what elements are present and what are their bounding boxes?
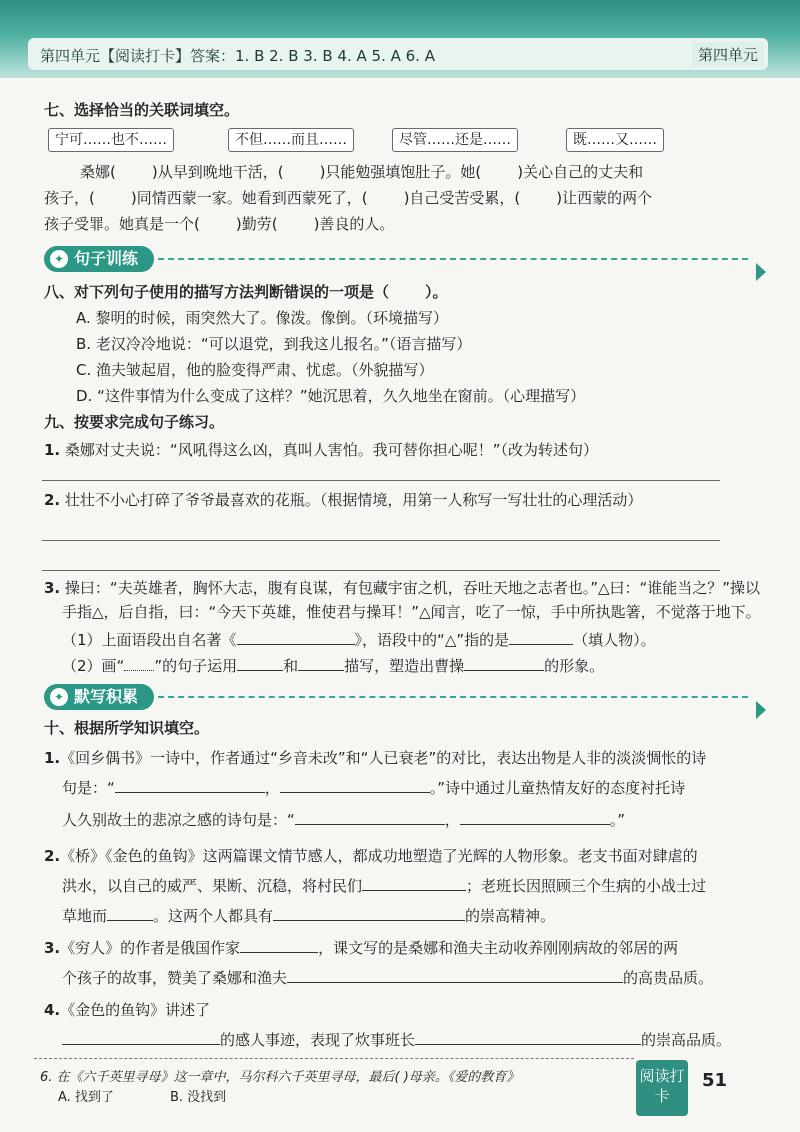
q10-item-4-line-1: 4.《金色的鱼钩》讲述了 — [44, 1001, 211, 1019]
footer-option-b: B. 没找到 — [170, 1090, 227, 1105]
q10-item-4-line-2: 的感人事迹，表现了炊事班长 的崇高品质。 — [62, 1030, 731, 1050]
answer-line[interactable] — [42, 540, 720, 541]
q10-item-1-line-3: 人久别故土的悲凉之感的诗句是：“ ， 。” — [62, 811, 626, 829]
q7-line-2: 孩子，( )同情西蒙一家。她看到西蒙死了，( )自己受苦受累，( )让西蒙的两个 — [44, 189, 653, 207]
divider — [158, 696, 748, 698]
q10-title: 十、根据所学知识填空。 — [44, 719, 210, 737]
footer-divider — [34, 1058, 634, 1059]
conjunction-option: 不但……而且…… — [228, 128, 354, 152]
q9-item-3-line-1: 3. 操曰：“夫英雄者，胸怀大志，腹有良谋，有包藏宇宙之机，吞吐天地之志者也。”△曰：“谁能当之？”操以 — [44, 579, 761, 597]
q7-line-3: 孩子受罪。她真是一个( )勤劳( )善良的人。 — [44, 215, 395, 233]
conjunction-option: 尽管……还是…… — [392, 128, 518, 152]
answer-key-line: 第四单元【阅读打卡】答案：1. B 2. B 3. B 4. A 5. A 6. A — [40, 47, 435, 65]
answer-line[interactable] — [42, 480, 720, 481]
unit-tag: 第四单元 — [692, 42, 764, 67]
q10-item-2-line-1: 2.《桥》《金色的鱼钩》这两篇课文情节感人，都成功地塑造了光辉的人物形象。老支书面对肆虐的 — [44, 847, 698, 865]
q8-title: 八、对下列句子使用的描写方法判断错误的一项是（ ）。 — [44, 283, 448, 301]
lightbulb-icon: ✦ — [50, 250, 68, 268]
q9-item-3-part-1: （1）上面语段出自名著《 》，语段中的“△”指的是 （填人物）。 — [62, 631, 656, 649]
q10-item-2-line-3: 草地而 。这两个人都具有 的崇高精神。 — [62, 907, 556, 925]
q8-option-c: C. 渔夫皱起眉，他的脸变得严肃、忧虑。（外貌描写） — [76, 361, 434, 379]
footer-option-a: A. 找到了 — [58, 1090, 114, 1105]
answer-line[interactable] — [42, 570, 720, 571]
q10-item-3-line-2: 个孩子的故事，赞美了桑娜和渔夫 的高贵品质。 — [62, 969, 714, 987]
lightbulb-icon: ✦ — [50, 688, 68, 706]
footer-question: 6. 在《六千英里寻母》这一章中，马尔科六千英里寻母，最后( )母亲。《爱的教育》 — [40, 1070, 520, 1085]
section-dictation — [44, 684, 724, 710]
q10-item-3-line-1: 3.《穷人》的作者是俄国作家 ，课文写的是桑娜和渔夫主动收养刚刚病故的邻居的两 — [44, 939, 679, 957]
q8-option-d: D. “这件事情为什么变成了这样？”她沉思着，久久地坐在窗前。（心理描写） — [76, 387, 586, 405]
arrow-icon — [756, 701, 766, 719]
q10-item-2-line-2: 洪水，以自己的威严、果断、沉稳，将村民们 ；老班长因照顾三个生病的小战士过 — [62, 877, 707, 895]
arrow-icon — [756, 263, 766, 281]
q9-item-3-line-2: 手指△，后自指，曰：“今天下英雄，惟使君与操耳！”△闻言，吃了一惊，手中所执匙箸，不觉落于地下。 — [62, 603, 761, 621]
section-pill: ✦ 句子训练 — [44, 246, 154, 272]
conjunction-option: 宁可……也不…… — [48, 128, 174, 152]
q9-item-2: 2. 壮壮不小心打碎了爷爷最喜欢的花瓶。（根据情境，用第一人称写一写壮壮的心理活动） — [44, 491, 643, 509]
q7-line-1: 桑娜( )从早到晚地干活，( )只能勉强填饱肚子。她( )关心自己的丈夫和 — [80, 163, 644, 181]
q7-title: 七、选择恰当的关联词填空。 — [44, 101, 240, 119]
q10-item-1-line-1: 1.《回乡偶书》一诗中，作者通过“乡音未改”和“人已衰老”的对比，表达出物是人非的淡淡惆怅的诗 — [44, 749, 707, 767]
q10-item-1-line-2: 句是：“ ， 。”诗中通过儿童热情友好的态度衬托诗 — [62, 779, 686, 797]
section-pill: ✦ 默写积累 — [44, 684, 154, 710]
q8-option-b: B. 老汉冷冷地说：“可以退党，到我这儿报名。”（语言描写） — [76, 335, 472, 353]
reading-checkin-badge: 阅读打卡 — [636, 1060, 688, 1116]
q8-option-a: A. 黎明的时候，雨突然大了。像泼。像倒。（环境描写） — [76, 309, 449, 327]
section-sentence-training — [44, 246, 724, 272]
q9-title: 九、按要求完成句子练习。 — [44, 413, 225, 431]
conjunction-option: 既……又…… — [566, 128, 664, 152]
divider — [158, 258, 748, 260]
q9-item-3-part-2: （2）画“ ”的句子运用 和 描写，塑造出曹操 的形象。 — [62, 657, 605, 675]
page-number: 51 — [702, 1070, 728, 1091]
q9-item-1: 1. 桑娜对丈夫说：“风吼得这么凶，真叫人害怕。我可替你担心呢！”（改为转述句） — [44, 441, 598, 459]
